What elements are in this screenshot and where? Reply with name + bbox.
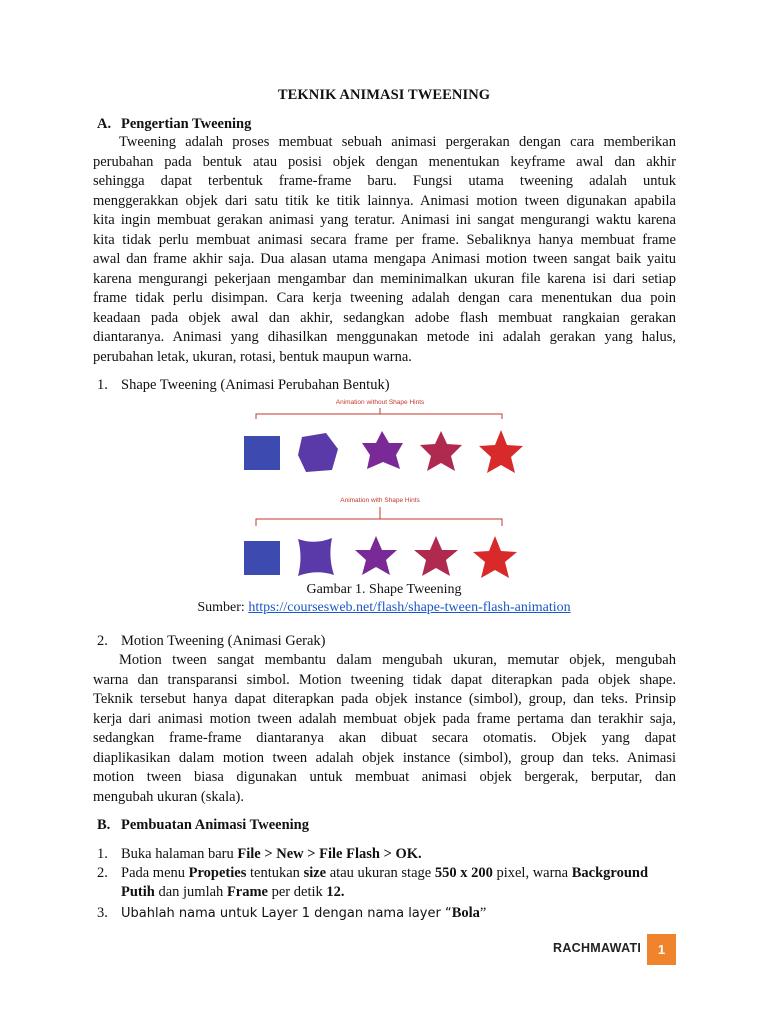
step-bold-text: size xyxy=(303,865,327,881)
step-1 xyxy=(97,845,422,865)
figure-bottom-row xyxy=(244,497,517,578)
step-number: 1. xyxy=(97,846,108,862)
paragraph-line: perubahan pada bentuk atau posisi objek dengan menentukan keyframe awal dan akhir xyxy=(93,153,676,170)
figure-top-row xyxy=(244,399,523,473)
step-number: 2. xyxy=(97,865,108,881)
footer-author: RACHMAWATI xyxy=(553,941,642,955)
section-b-label: B. xyxy=(97,817,111,833)
list-item-motion-tweening xyxy=(97,632,326,652)
paragraph-line: kita ingin membuat gerakan animasi yang teratur. Animasi ini sangat mengurangi waktu karena xyxy=(93,212,676,228)
step-bold-text: Putih xyxy=(121,884,155,900)
paragraph-line: frame tidak perlu disimpan. Cara kerja tweening adalah dengan cara menentukan dua poin xyxy=(93,290,676,306)
section-b-heading xyxy=(97,817,309,834)
step-text: pixel, warna xyxy=(492,865,572,881)
step-number: 3. xyxy=(97,905,108,921)
paragraph-line: motion tween biasa digunakan untuk membuat animasi objek bergerak, berputar, dan xyxy=(93,769,676,785)
step-text: per detik xyxy=(268,884,327,900)
document-title: TEKNIK ANIMASI TWEENING xyxy=(277,87,491,103)
step-bold-text: File > New > File Flash > OK. xyxy=(237,846,422,862)
step-text: atau ukuran stage xyxy=(326,865,435,881)
star-shape-8 xyxy=(355,536,397,575)
paragraph-motion-tween xyxy=(93,651,676,807)
figure-label-with-hints: Animation with Shape Hints xyxy=(340,497,420,504)
step-bold-text: 550 x 200 xyxy=(434,865,493,881)
figure-label-without-hints: Animation without Shape Hints xyxy=(335,399,425,406)
paragraph-line: sehingga dapat terbentuk frame-frame baru. Fungsi utama tweening adalah untuk xyxy=(93,173,676,189)
section-a-heading xyxy=(97,116,251,133)
step-bold-text: Bola xyxy=(451,905,480,921)
list-number: 2. xyxy=(97,633,108,649)
step-bold-text: Frame xyxy=(226,884,268,900)
figure-source xyxy=(0,600,768,616)
list-item-text: Shape Tweening (Animasi Perubahan Bentuk) xyxy=(121,377,390,393)
step-bold-text: Background xyxy=(571,865,649,881)
paragraph-line: perubahan letak, ukuran, rotasi, bentuk maupun warna. xyxy=(93,348,412,365)
list-number: 1. xyxy=(97,377,108,393)
paragraph-line: mengubah ukuran (skala). xyxy=(93,788,244,805)
source-label: Sumber: xyxy=(197,600,249,615)
bracket-top xyxy=(256,414,502,419)
paragraph-line: Teknik tersebut hanya dapat diterapkan pada objek instance (simbol), group, dan teks. Prinsip xyxy=(93,691,676,707)
star-shape-3 xyxy=(362,431,403,469)
step-3 xyxy=(97,904,486,924)
rounded-star-shape-7 xyxy=(298,538,334,576)
blob-shape-2 xyxy=(298,433,338,472)
step-text: tentukan xyxy=(246,865,304,881)
section-a-title: Pengertian Tweening xyxy=(121,116,252,132)
section-b-title: Pembuatan Animasi Tweening xyxy=(121,817,309,833)
star-shape-5 xyxy=(479,430,523,473)
paragraph-line: kita tidak perlu membuat animasi secara frame per frame. Sebaliknya hanya membuat frame xyxy=(93,231,676,248)
step-text: dan jumlah xyxy=(154,884,227,900)
paragraph-line: awal dan frame akhir saja. Dua alasan utama mengapa Animasi motion tween sangat baik yaitu xyxy=(93,251,676,267)
paragraph-line: Tweening adalah proses membuat sebuah animasi pergerakan dengan cara memberikan xyxy=(119,134,676,150)
page-number-badge: 1 xyxy=(647,934,676,965)
step-bold-text: 12. xyxy=(326,884,345,900)
paragraph-line: karena mengurangi pekerjaan mengambar dan meminimalkan ukuran file karena isi dari setiap xyxy=(93,270,676,287)
paragraph-line: diantaranya. Animasi yang dihasilkan menggunakan metode ini adalah gerakan yang halus, xyxy=(93,329,676,345)
star-shape-4 xyxy=(420,431,462,471)
star-shape-10 xyxy=(473,536,517,578)
square-shape-6 xyxy=(244,541,280,575)
source-link[interactable]: https://coursesweb.net/flash/shape-tween-flash-animation xyxy=(248,600,571,615)
step-2 xyxy=(97,864,680,884)
paragraph-line: menggerakkan objek dari satu titik ke titik lainnya. Animasi motion tween digunakan apabila xyxy=(93,192,676,209)
paragraph-line: warna dan transparansi simbol. Motion tweening tidak dapat diterapkan pada objek shape. xyxy=(93,671,676,688)
square-shape-1 xyxy=(244,436,280,470)
paragraph-tweening-definition xyxy=(93,133,676,367)
step-text: ” xyxy=(479,905,487,921)
bracket-bottom xyxy=(256,519,502,526)
paragraph-line: Motion tween sangat membantu dalam mengubah ukuran, memutar objek, mengubah xyxy=(119,652,676,668)
step-bold-text: Propeties xyxy=(188,865,247,881)
shape-tweening-figure xyxy=(230,395,530,585)
paragraph-line: sedangkan frame-frame diantaranya akan dibuat secara otomatis. Objek yang dapat xyxy=(93,730,676,746)
step-text: Buka halaman baru xyxy=(121,846,238,862)
figure-caption: Gambar 1. Shape Tweening xyxy=(306,582,462,597)
step-text: Pada menu xyxy=(121,865,189,881)
list-item-shape-tweening xyxy=(97,376,390,396)
paragraph-line: kerja dari animasi motion tween adalah membuat objek pada frame pertama dan terakhir saja, xyxy=(93,710,676,727)
section-a-label: A. xyxy=(97,116,112,132)
paragraph-line: keadaan pada objek awal dan akhir, sedangkan adobe flash membuat rangkaian gerakan xyxy=(93,309,676,326)
star-shape-9 xyxy=(414,536,458,576)
paragraph-line: diaplikasikan dalam motion tween adalah objek instance (simbol), group dan teks. Animasi xyxy=(93,749,676,766)
list-item-text: Motion Tweening (Animasi Gerak) xyxy=(121,633,326,649)
step-text: Ubahlah nama untuk Layer 1 dengan nama layer “ xyxy=(121,906,452,921)
step-2-continued xyxy=(121,883,345,903)
